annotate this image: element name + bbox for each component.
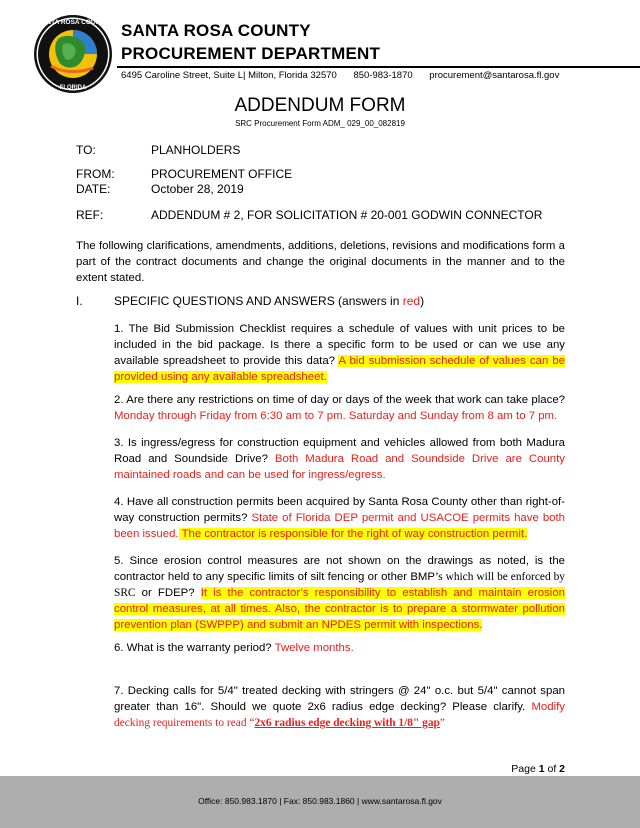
question-4: 4. Have all construction permits been acquired by Santa Rosa County other than right-of-way construction permits? xyxy=(114,496,565,524)
header-address: 6495 Caroline Street, Suite L| Milton, Florida 32570 xyxy=(121,70,337,81)
qa-item-6 xyxy=(114,640,565,656)
to-value: PLANHOLDERS xyxy=(151,143,241,157)
section-title xyxy=(114,294,424,308)
qa-item-5 xyxy=(114,553,565,633)
page-current: 1 xyxy=(538,763,545,775)
answer-3: Both Madura Road and Soundside Drive are County maintained roads and can be used for ingress/egress. xyxy=(114,453,565,481)
form-subtitle: SRC Procurement Form ADM_ 029_00_082819 xyxy=(235,119,405,128)
from-value: PROCUREMENT OFFICE xyxy=(151,167,293,181)
answer-4b: The contractor is responsible for the right of way construction permit. xyxy=(178,528,528,540)
qa-item-4 xyxy=(114,494,565,542)
section-number: I. xyxy=(76,294,83,308)
seal-top-text: SANTA ROSA COUNTY xyxy=(37,19,109,26)
date-label: DATE: xyxy=(76,182,111,196)
org-name-line2: PROCUREMENT DEPARTMENT xyxy=(121,44,381,63)
answer-5: It is the contractor’s responsibility to establish and maintain erosion control measures, at all times. Also, the contractor is to prepare a stormwater pollution prevention plan (SWPPP) and submit an NPDES permit with inspections. xyxy=(114,587,565,631)
answer-7c: 2x6 radius edge decking with 1/8" gap xyxy=(254,717,440,729)
header-contact xyxy=(121,70,573,81)
seal-bottom-text: FLORIDA xyxy=(59,85,87,91)
qa-item-1 xyxy=(114,321,565,385)
from-label: FROM: xyxy=(76,167,115,181)
page-of: of xyxy=(544,763,560,775)
answer-7a: Modify xyxy=(531,701,565,713)
question-1: 1. The Bid Submission Checklist requires a schedule of values with unit prices to be included in the bid package. Is there a specific form to be used or can we use any available spreadsheet to provide this data? xyxy=(114,323,565,367)
question-5-serif: ’s which will be enforced by SRC xyxy=(114,571,566,599)
form-title: ADDENDUM FORM xyxy=(234,95,406,116)
qa-item-7 xyxy=(114,683,565,731)
page-indicator xyxy=(511,763,565,775)
ref-value: ADDENDUM # 2, FOR SOLICITATION # 20-001 GODWIN CONNECTOR xyxy=(151,208,543,222)
header-phone: 850-983-1870 xyxy=(353,70,413,81)
question-2: 2. Are there any restrictions on time of day or days of the week that work can take place? xyxy=(114,394,565,406)
to-label: TO: xyxy=(76,143,96,157)
section-title-suffix: ) xyxy=(420,294,425,308)
intro-paragraph: The following clarifications, amendments, additions, deletions, revisions and modifications form a part of the contract documents and change the original documents in the manner and to the extent stated. xyxy=(76,240,565,284)
header-rule xyxy=(117,66,640,68)
question-5: 5. Since erosion control measures are not shown on the drawings as noted, is the contractor held to any specific limits of silt fencing or other BMP xyxy=(114,555,565,583)
section-title-prefix: SPECIFIC QUESTIONS AND ANSWERS (answers in xyxy=(114,294,403,308)
question-3: 3. Is ingress/egress for construction equipment and vehicles allowed from both Madura Road and Soundside Drive? xyxy=(114,437,565,465)
page-total: 2 xyxy=(559,763,565,775)
header-email[interactable]: procurement@santarosa.fl.gov xyxy=(429,70,560,81)
answer-2: Monday through Friday from 6:30 am to 7 pm. Saturday and Sunday from 8 am to 7 pm. xyxy=(114,410,558,422)
answer-6: Twelve months. xyxy=(274,642,354,654)
county-seal xyxy=(33,14,113,94)
answer-4a: State of Florida DEP permit and USACOE permits have both been issued. xyxy=(114,512,566,540)
page-prefix: Page xyxy=(511,763,539,775)
answer-7d: ” xyxy=(439,717,445,729)
question-5-end: or FDEP? xyxy=(135,587,201,599)
qa-item-3 xyxy=(114,435,565,483)
ref-label: REF: xyxy=(76,208,104,222)
answer-7b: decking requirements to read “ xyxy=(114,717,255,729)
question-7: 7. Decking calls for 5/4" treated decking with stringers @ 24" o.c. but 5/4" cannot span greater than 16". Should we quote 2x6 radius edge decking? Please clarify. xyxy=(114,685,565,713)
qa-item-2 xyxy=(114,392,565,424)
answer-1: A bid submission schedule of values can be provided using any available spreadsheet. xyxy=(114,355,566,383)
footer-contact: Office: 850.983.1870 | Fax: 850.983.1860 | www.santarosa.fl.gov xyxy=(198,796,442,806)
org-name-line1: SANTA ROSA COUNTY xyxy=(121,21,311,40)
date-value: October 28, 2019 xyxy=(151,182,244,196)
section-title-red: red xyxy=(402,294,421,308)
question-6: 6. What is the warranty period? xyxy=(114,642,275,654)
